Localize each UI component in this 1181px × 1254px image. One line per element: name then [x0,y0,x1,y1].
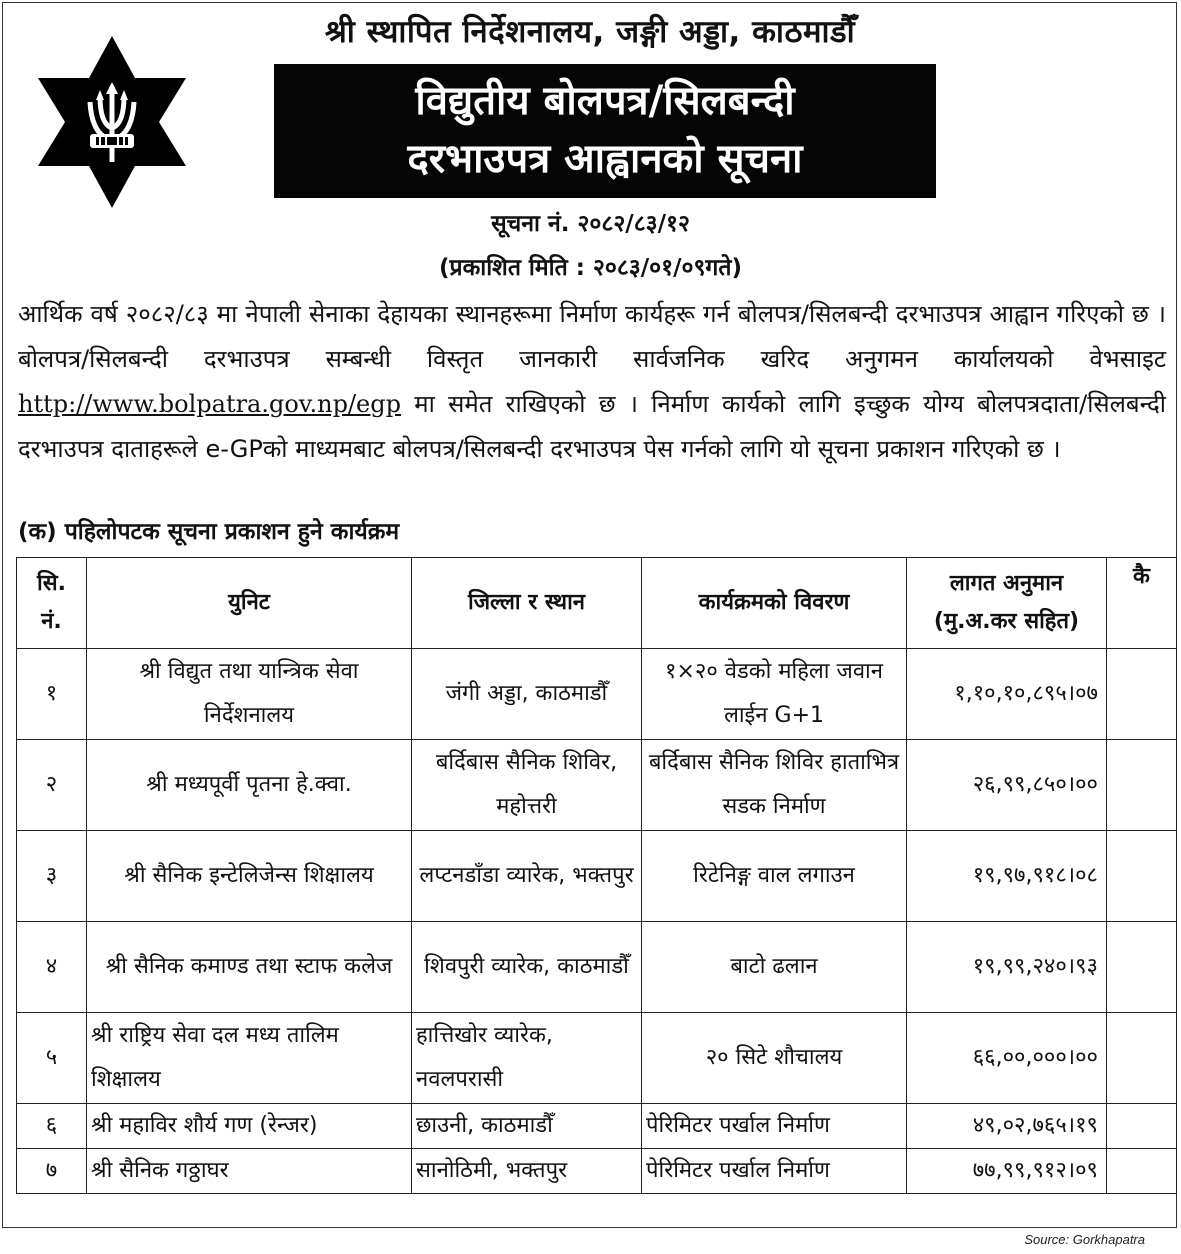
table-row [17,922,1177,1013]
cell-district: लप्टनडाँडा व्यारेक, भक्तपुर [412,831,642,922]
cell-unit: श्री सैनिक कमाण्ड तथा स्टाफ कलेज [87,922,412,1013]
cell-description: बाटो ढलान [642,922,907,1013]
section-heading: (क) पहिलोपटक सूचना प्रकाशन हुने कार्यक्रम [18,519,400,545]
cell-remarks [1107,922,1177,1013]
table-row [17,1149,1177,1194]
cell-remarks [1107,831,1177,922]
cell-remarks [1107,1013,1177,1104]
cell-description: २० सिटे शौचालय [642,1013,907,1104]
table-row [17,740,1177,831]
header-cost: लागत अनुमान (मु.अ.कर सहित) [907,558,1107,649]
cell-unit: श्री सैनिक गठ्ठाघर [87,1149,412,1194]
cell-unit: श्री राष्ट्रिय सेवा दल मध्य तालिम शिक्षालय [87,1013,412,1104]
body-text-part2: मा समेत राखिएको छ । निर्माण कार्यको लागि इच्छुक योग्य बोलपत्रदाता/सिलबन्दी दरभाउपत्र दाताहरूले e-GPको माध्यमबाट बोलपत्र/सिलबन्दी दरभाउपत्र पेस गर्नको लागि यो सूचना प्रकाशन गरिएको छ । [18,390,1166,463]
nepal-army-emblem-icon [34,36,190,208]
cell-sn: ५ [17,1013,87,1104]
header-sn: सि. नं. [17,558,87,649]
cell-unit: श्री महाविर शौर्य गण (रेन्जर) [87,1104,412,1149]
cell-district: जंगी अड्डा, काठमाडौँ [412,649,642,740]
cell-cost: ४९,०२,७६५।१९ [907,1104,1107,1149]
cell-remarks [1107,649,1177,740]
notice-title-line1: विद्युतीय बोलपत्र/सिलबन्दी [415,78,795,124]
cell-district: हात्तिखोर व्यारेक, नवलपरासी [412,1013,642,1104]
notice-body [18,292,1166,472]
cell-description: १×२० वेडको महिला जवान लाईन G+1 [642,649,907,740]
organization-title: श्री स्थापित निर्देशनालय, जङ्गी अड्डा, काठमाडौँ [324,14,856,50]
cell-sn: ७ [17,1149,87,1194]
cell-cost: १,१०,१०,८९५।०७ [907,649,1107,740]
cell-remarks [1107,1104,1177,1149]
cell-cost: २६,९९,८५०।०० [907,740,1107,831]
cell-district: शिवपुरी व्यारेक, काठमाडौँ [412,922,642,1013]
table-row [17,1013,1177,1104]
cell-unit: श्री विद्युत तथा यान्त्रिक सेवा निर्देशनालय [87,649,412,740]
source-credit: Source: Gorkhapatra [1024,1232,1145,1247]
table-row [17,831,1177,922]
notice-number: सूचना नं. २०८२/८३/१२ [491,211,690,237]
header-description: कार्यक्रमको विवरण [642,558,907,649]
cell-description: पेरिमिटर पर्खाल निर्माण [642,1149,907,1194]
cell-description: बर्दिबास सैनिक शिविर हाताभित्र सडक निर्माण [642,740,907,831]
table-row [17,649,1177,740]
cell-sn: ६ [17,1104,87,1149]
egp-link[interactable]: http://www.bolpatra.gov.np/egp [18,390,401,418]
cell-sn: २ [17,740,87,831]
cell-cost: १९,९९,२४०।९३ [907,922,1107,1013]
header-remarks: कै [1107,558,1177,649]
table-header-row [17,558,1177,649]
notice-title-box [274,64,936,198]
cell-cost: १९,९७,९१८।०८ [907,831,1107,922]
cell-description: रिटेनिङ्ग वाल लगाउन [642,831,907,922]
cell-district: बर्दिबास सैनिक शिविर, महोत्तरी [412,740,642,831]
cell-unit: श्री मध्यपूर्वी पृतना हे.क्वा. [87,740,412,831]
body-text-part1: आर्थिक वर्ष २०८२/८३ मा नेपाली सेनाका देहायका स्थानहरूमा निर्माण कार्यहरू गर्न बोलपत्र/सिलबन्दी दरभाउपत्र आह्वान गरिएको छ । बोलपत्र/सिलबन्दी दरभाउपत्र सम्बन्धी विस्तृत जानकारी सार्वजनिक खरिद अनुगमन कार्यालयको वेभसाइट [18,300,1166,373]
cell-remarks [1107,740,1177,831]
table-row [17,1104,1177,1149]
cell-sn: १ [17,649,87,740]
cell-district: सानोठिमी, भक्तपुर [412,1149,642,1194]
cell-cost: ६६,००,०००।०० [907,1013,1107,1104]
works-table [16,557,1177,1194]
cell-remarks [1107,1149,1177,1194]
notice-title-line2: दरभाउपत्र आह्वानको सूचना [407,136,803,182]
header-district: जिल्ला र स्थान [412,558,642,649]
cell-sn: ३ [17,831,87,922]
published-date: (प्रकाशित मिति : २०८३/०१/०९गते) [439,255,742,281]
cell-cost: ७७,९९,९१२।०९ [907,1149,1107,1194]
cell-description: पेरिमिटर पर्खाल निर्माण [642,1104,907,1149]
cell-sn: ४ [17,922,87,1013]
cell-district: छाउनी, काठमाडौँ [412,1104,642,1149]
header-unit: युनिट [87,558,412,649]
cell-unit: श्री सैनिक इन्टेलिजेन्स शिक्षालय [87,831,412,922]
